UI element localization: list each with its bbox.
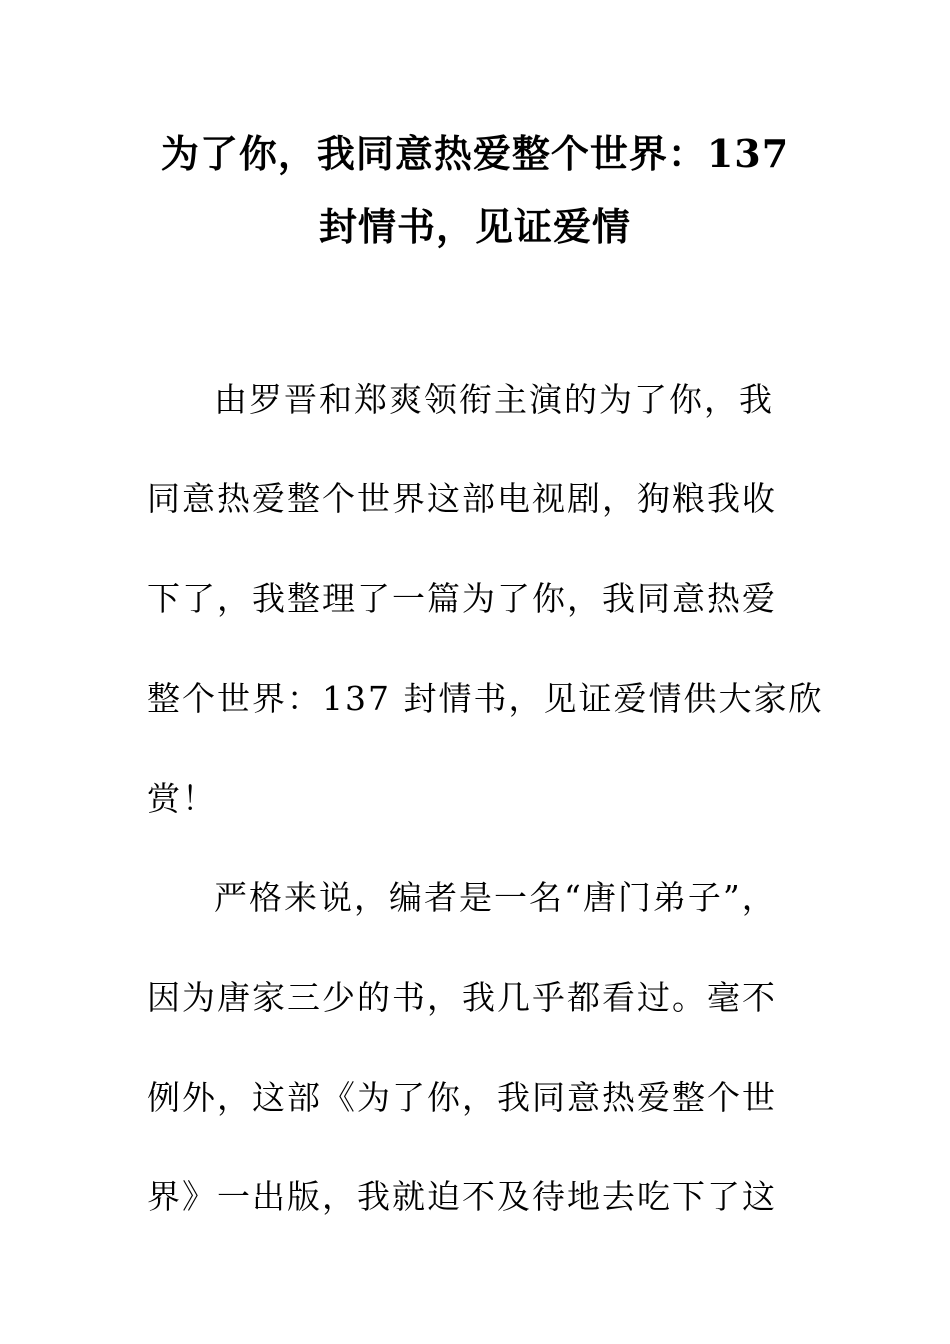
paragraph-line: 赏！ (147, 779, 217, 818)
paragraph-line: 下了，我整理了一篇为了你，我同意热爱 (147, 579, 777, 618)
paragraph-line: 界》一出版，我就迫不及待地去吃下了这 (147, 1177, 777, 1216)
title-line-2: 封情书，见证爱情 (318, 204, 631, 249)
paragraph-line: 严格来说，编者是一名“唐门弟子”， (214, 878, 777, 917)
paragraph-line: 例外，这部《为了你，我同意热爱整个世 (147, 1078, 777, 1117)
paragraph-line: 因为唐家三少的书，我几乎都看过。毫不 (147, 978, 777, 1017)
title-line-1: 为了你，我同意热爱整个世界：137 (160, 131, 790, 176)
paragraph-line: 整个世界：137 封情书，见证爱情供大家欣 (147, 679, 824, 718)
paragraph-line: 同意热爱整个世界这部电视剧，狗粮我收 (147, 479, 777, 518)
paragraph-line: 由罗晋和郑爽领衔主演的为了你，我 (214, 380, 774, 419)
